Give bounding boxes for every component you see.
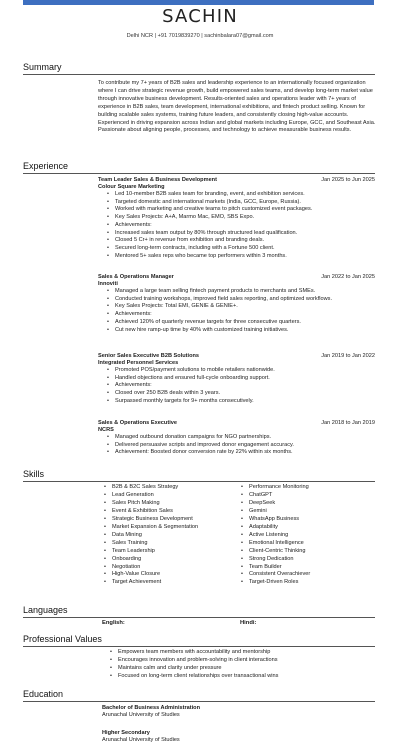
list-item: • ChatGPT	[249, 492, 372, 500]
values-heading: Professional Values	[23, 634, 102, 644]
contact-line: Delhi NCR | +91 7019839270 | sachinbalara07@gmail.com	[126, 33, 274, 39]
school: Arunachal University of Studies	[102, 712, 180, 719]
list-item: • Key Sales Projects: A+A, Marmo Mac, EMO, SBS Expo.	[115, 214, 375, 222]
job-header	[98, 273, 375, 281]
list-item: • Increased sales team output by 80% through structured lead qualification.	[115, 230, 375, 238]
list-item: • Handled objections and ensured full-cycle onboarding support.	[115, 375, 375, 383]
job-company: NCRS	[98, 427, 114, 433]
job-dates: Jan 2018 to Jan 2019	[321, 420, 375, 426]
education-divider	[23, 701, 375, 702]
list-item: • Consistent Overachiever	[249, 571, 372, 579]
list-item: • Achievements:	[115, 222, 375, 230]
job-entry	[98, 352, 375, 406]
list-item: • Maintains calm and clarity under pressure	[118, 665, 376, 673]
list-item: • Strategic Business Development	[112, 516, 235, 524]
list-item: • Mentored 5+ sales reps who became top performers within 3 months.	[115, 253, 375, 261]
list-item: • Lead Generation	[112, 492, 235, 500]
list-item: • Achievements:	[115, 311, 375, 319]
list-item: • Event & Exhibition Sales	[112, 508, 235, 516]
list-item: • Secured long-term contracts, including with a Fortune 500 client.	[115, 245, 375, 253]
job-dates: Jan 2022 to Jan 2025	[321, 274, 375, 280]
list-item: • Focused on long-term client relationships over transactional wins	[118, 673, 376, 681]
list-item: • Encourages innovation and problem-solving in client interactions	[118, 657, 376, 665]
list-item: • Emotional Intelligence	[249, 540, 372, 548]
list-item: • Targeted domestic and international markets (India, GCC, Europe, Russia).	[115, 199, 375, 207]
list-item: • Conducted training workshops, improved field sales reporting, and optimized workflows.	[115, 296, 375, 304]
skills-column-right	[235, 484, 372, 587]
candidate-name: SACHIN	[162, 6, 238, 27]
list-item: • Promoted POS/payment solutions to mobile retailers nationwide.	[115, 367, 375, 375]
values-divider	[23, 646, 375, 647]
skills-column-left	[98, 484, 235, 587]
languages-divider	[23, 617, 375, 618]
skills-list	[98, 484, 376, 587]
list-item: • WhatsApp Business	[249, 516, 372, 524]
list-item: • Team Leadership	[112, 548, 235, 556]
list-item: • High-Value Closure	[112, 571, 235, 579]
job-role: Team Leader Sales & Business Development	[98, 177, 217, 183]
job-company: Colour Square Marketing	[98, 184, 165, 190]
job-company: Innoviti	[98, 281, 118, 287]
list-item: • Data Mining	[112, 532, 235, 540]
list-item: • Key Sales Projects: Total EMI, GENIE & GENIE+.	[115, 303, 375, 311]
degree: Bachelor of Business Administration	[102, 705, 201, 711]
language-hindi: Hindi:	[240, 620, 257, 626]
list-item: • Achievements:	[115, 382, 375, 390]
job-role: Sales & Operations Executive	[98, 420, 177, 426]
summary-divider	[23, 74, 375, 75]
list-item: • Worked with marketing and creative teams to pitch customized event packages.	[115, 206, 375, 214]
list-item: • Achieved 120% of quarterly revenue targets for three consecutive quarters.	[115, 319, 375, 327]
job-dates: Jan 2025 to Jun 2025	[321, 177, 375, 183]
list-item: • Closed 5 Cr+ in revenue from exhibition and branding deals.	[115, 237, 375, 245]
language-english: English:	[102, 620, 125, 626]
experience-heading: Experience	[23, 161, 69, 171]
list-item: • Delivered persuasive scripts and improved donor engagement accuracy.	[115, 442, 375, 450]
list-item: • Active Listening	[249, 532, 372, 540]
education-heading: Education	[23, 689, 64, 699]
job-bullets	[115, 367, 375, 406]
list-item: • Surpassed monthly targets for 9+ months consecutively.	[115, 398, 375, 406]
list-item: • Market Expansion & Segmentation	[112, 524, 235, 532]
list-item: • Managed a large team selling fintech payment products to merchants and SMEs.	[115, 288, 375, 296]
job-header	[98, 176, 375, 184]
job-bullets	[115, 434, 375, 457]
list-item: • Gemini	[249, 508, 372, 516]
values-list	[98, 649, 376, 681]
list-item: • B2B & B2C Sales Strategy	[112, 484, 235, 492]
job-role: Sales & Operations Manager	[98, 274, 174, 280]
list-item: • Adaptability	[249, 524, 372, 532]
job-entry	[98, 419, 375, 457]
degree: Higher Secondary	[102, 730, 150, 736]
school: Arunachal University of Studies	[102, 737, 180, 744]
list-item: • Empowers team members with accountability and mentorship	[118, 649, 376, 657]
list-item: • Performance Monitoring	[249, 484, 372, 492]
job-header	[98, 352, 375, 360]
languages-heading: Languages	[23, 605, 68, 615]
list-item: • Negotiation	[112, 564, 235, 572]
skills-heading: Skills	[23, 469, 45, 479]
education-entry	[102, 730, 180, 744]
list-item: • Onboarding	[112, 556, 235, 564]
experience-divider	[23, 173, 375, 174]
list-item: • Client-Centric Thinking	[249, 548, 372, 556]
job-bullets	[115, 191, 375, 260]
list-item: • Sales Pitch Making	[112, 500, 235, 508]
job-entry	[98, 273, 375, 334]
list-item: • Target-Driven Roles	[249, 579, 372, 587]
education-entry	[102, 705, 200, 719]
job-header	[98, 419, 375, 427]
header-accent-bar	[23, 0, 374, 5]
list-item: • Team Builder	[249, 564, 372, 572]
list-item: • Target Achievement	[112, 579, 235, 587]
list-item: • Closed over 250 B2B deals within 3 years.	[115, 390, 375, 398]
job-dates: Jan 2019 to Jan 2022	[321, 353, 375, 359]
job-company: Integrated Personnel Services	[98, 360, 179, 366]
summary-heading: Summary	[23, 62, 62, 72]
list-item: • Managed outbound donation campaigns for NGO partnerships.	[115, 434, 375, 442]
list-item: • Strong Dedication	[249, 556, 372, 564]
list-item: • Achievement: Boosted donor conversion rate by 22% within six months.	[115, 449, 375, 457]
skills-divider	[23, 481, 375, 482]
list-item: • Led 10-member B2B sales team for branding, event, and exhibition services.	[115, 191, 375, 199]
job-bullets	[115, 288, 375, 334]
job-role: Senior Sales Executive B2B Solutions	[98, 353, 200, 359]
list-item: • DeepSeek	[249, 500, 372, 508]
summary-text: To contribute my 7+ years of B2B sales and leadership experience to an internationally focused organization where I can drive strategic revenue growth, build empowered sales teams, and develop long-term market value through innovative business development. Results-oriented sales and operations leader with 7+ years of experience in B2B sales, team development, international exhibitions, and fintech product selling. Known for building scalable sales systems, training future leaders, and consistently closing high-value accounts. Experienced in driving expansion across Indian and global markets including Europe, GCC, and Southeast Asia. Passionate about aligning people, processes, and technology to achieve measurable business results.	[98, 80, 376, 134]
job-entry	[98, 176, 375, 260]
list-item: • Cut new hire ramp-up time by 40% with customized training initiatives.	[115, 327, 375, 335]
list-item: • Sales Training	[112, 540, 235, 548]
